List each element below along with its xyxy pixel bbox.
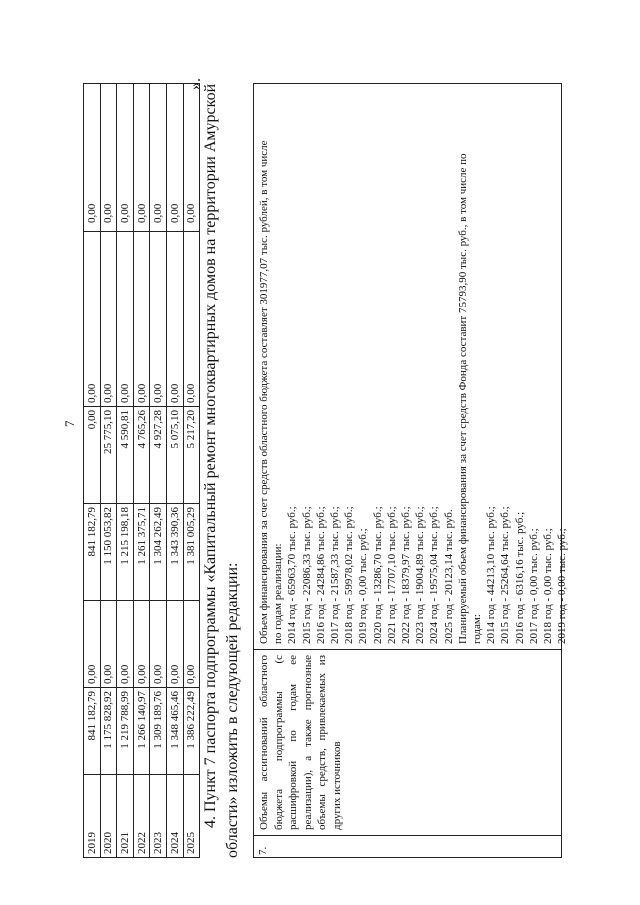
table-cell: 0,00 [183, 232, 200, 407]
table-cell: 2023 [150, 775, 167, 858]
funding-line: 2022 год - 18379,97 тыс. руб.; [400, 506, 413, 644]
table-cell: 0,00 [117, 601, 134, 688]
funding-line: 2018 год - 0,00 тыс. руб.; [542, 528, 555, 644]
table-cell: 0,00 [84, 84, 101, 232]
funding-line: 2017 год - 21587,33 тыс. руб.; [329, 506, 342, 644]
table-cell: 0,00 [100, 601, 117, 688]
funding-line: 2021 год - 17707,10 тыс. руб.; [385, 506, 398, 644]
table-cell: 0,00 [117, 84, 134, 232]
rotated-page [83, 48, 569, 858]
table-cell: 0,00 [84, 232, 101, 407]
funding-line: Планируемый объем финансирования за счет средств Фонда составит 75793,90 тыс. руб., в том числе по [456, 153, 469, 644]
funding-line: 2016 год - 6316,16 тыс. руб.; [513, 511, 526, 644]
funding-line: 2025 год - 20123,14 тыс. руб. [442, 509, 455, 644]
table-cell: 0,00 [150, 232, 167, 407]
table-cell: 25 775,10 [100, 407, 117, 504]
table-cell: 1 343 390,36 [166, 504, 183, 601]
table-cell: 2022 [133, 775, 150, 858]
table-cell: 4 590,81 [117, 407, 134, 504]
table-cell: 5 217,20 [183, 407, 200, 504]
table-cell: 1 215 198,18 [117, 504, 134, 601]
table-cell: 2019 [84, 775, 101, 858]
funding-line: 2023 год - 19004,89 тыс. руб.; [414, 506, 427, 644]
table-cell: 0,00 [133, 601, 150, 688]
table-cell: 1 261 375,71 [133, 504, 150, 601]
table-cell: 0,00 [133, 232, 150, 407]
table-cell: 0,00 [166, 601, 183, 688]
page-number: 7 [62, 420, 77, 427]
year-funding-table [83, 83, 200, 858]
table-cell: 5 075,10 [166, 407, 183, 504]
table-cell: 0,00 [166, 84, 183, 232]
paragraph-line-2: области» изложить в следующей редакции: [224, 562, 241, 858]
item-content [254, 84, 569, 649]
funding-line: 2019 год - 0,00 тыс. руб.; [357, 528, 370, 644]
table-cell: 1 266 140,97 [133, 688, 150, 775]
item-number: 7. [254, 835, 561, 857]
table-row [183, 84, 200, 858]
table-row [166, 84, 183, 858]
funding-line: 2014 год - 44213,10 тыс. руб.; [485, 506, 498, 644]
table-cell: 1 348 465,46 [166, 688, 183, 775]
item-label: Объемы ассигнований областного бюджета подпрограммы (с расшифровкой по годам ее реализации), а также прогнозные объемы средств, привлекаемых из других источников [254, 649, 561, 835]
table-cell: 1 386 222,49 [183, 688, 200, 775]
table-cell: 1 304 262,49 [150, 504, 167, 601]
closing-quote: ». [187, 78, 204, 90]
table-cell: 0,00 [150, 84, 167, 232]
table-row [100, 84, 117, 858]
table-cell: 0,00 [166, 232, 183, 407]
table-row [117, 84, 134, 858]
table-cell: 0,00 [84, 407, 101, 504]
funding-line: 2024 год - 19575,04 тыс. руб.; [428, 506, 441, 644]
funding-line: 2015 год - 22086,33 тыс. руб.; [300, 506, 313, 644]
funding-line: 2014 год - 65963,70 тыс. руб.; [286, 506, 299, 644]
table-cell: 2021 [117, 775, 134, 858]
table-cell: 841 182,79 [84, 688, 101, 775]
funding-line: годам: [471, 614, 484, 644]
table-cell: 4 765,26 [133, 407, 150, 504]
table-cell: 0,00 [183, 84, 200, 232]
table-cell: 1 150 053,82 [100, 504, 117, 601]
table-row [84, 84, 101, 858]
table-row [150, 84, 167, 858]
table-cell: 2025 [183, 775, 200, 858]
funding-line: Объем финансирования за счет средств областного бюджета составляет 301977,07 тыс. рублей, в том числе [258, 140, 270, 644]
funding-line: 2018 год - 59978,02 тыс. руб.; [343, 506, 356, 644]
table-cell: 1 175 828,92 [100, 688, 117, 775]
table-cell: 2024 [166, 775, 183, 858]
table-row [133, 84, 150, 858]
table-cell: 0,00 [150, 601, 167, 688]
amendment-paragraph [200, 83, 244, 858]
funding-line: 2020 год - 13286,70 тыс. руб.; [371, 506, 384, 644]
table-cell: 1 309 189,76 [150, 688, 167, 775]
funding-line: 2019 год - 0,00 тыс. руб.; [556, 528, 569, 644]
table-cell: 1 381 005,29 [183, 504, 200, 601]
table-cell: 0,00 [100, 232, 117, 407]
funding-line: 2017 год - 0,00 тыс. руб.; [527, 528, 540, 644]
table-cell: 2020 [100, 775, 117, 858]
funding-line: по годам реализации: [272, 543, 285, 644]
table-cell: 0,00 [133, 84, 150, 232]
table-cell: 0,00 [183, 601, 200, 688]
table-cell: 841 182,79 [84, 504, 101, 601]
paragraph-line-1: 4. Пункт 7 паспорта подпрограммы «Капитальный ремонт многоквартирных домов на территории Амурской [202, 83, 219, 828]
table-cell: 1 219 788,99 [117, 688, 134, 775]
passport-item-table [253, 83, 569, 858]
table-cell: 0,00 [84, 601, 101, 688]
table-cell: 0,00 [100, 84, 117, 232]
funding-line: 2015 год - 25264,64 тыс. руб.; [499, 506, 512, 644]
table-cell: 0,00 [117, 232, 134, 407]
funding-line: 2016 год - 24284,86 тыс. руб.; [314, 506, 327, 644]
table-cell: 4 927,28 [150, 407, 167, 504]
